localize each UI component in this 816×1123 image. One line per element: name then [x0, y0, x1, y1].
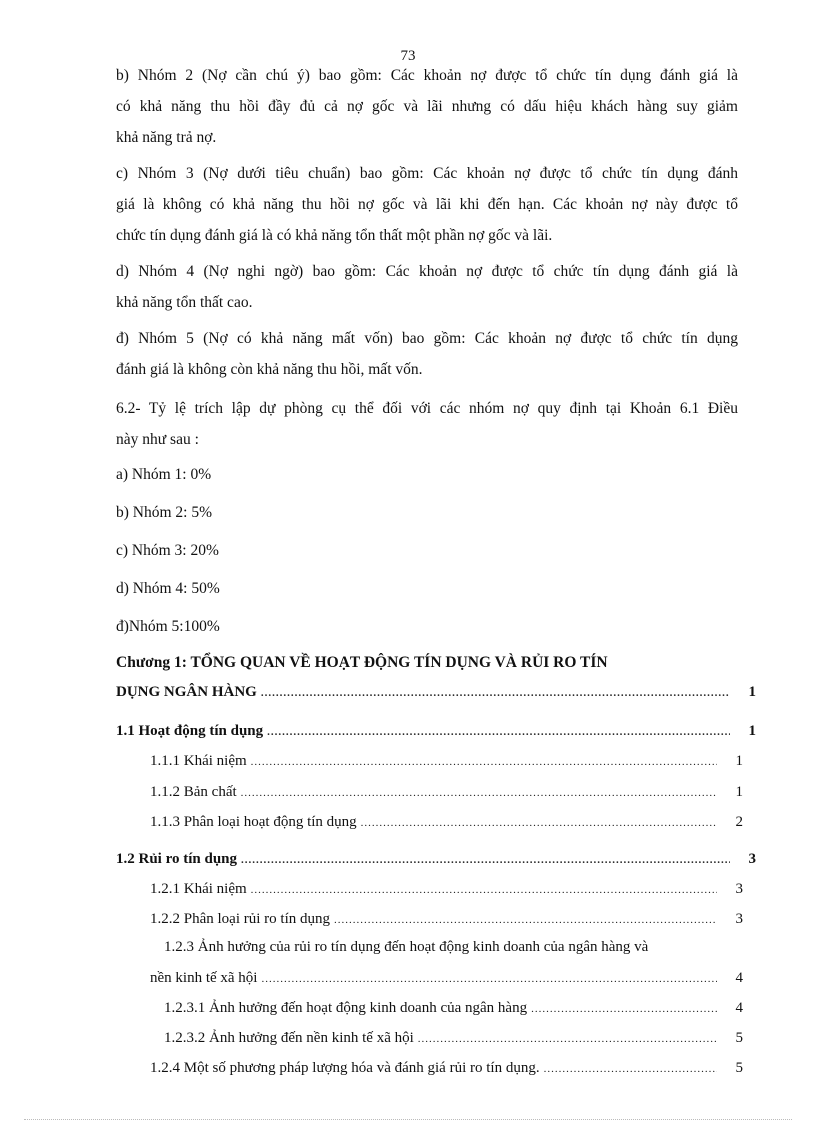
toc-entry[interactable] — [150, 1060, 743, 1077]
toc-entry[interactable] — [150, 814, 743, 831]
paragraph-group-4 — [116, 256, 738, 318]
toc-entry-text: 1.2.4 Một số phương pháp lượng hóa và đánh giá rủi ro tín dụng. — [150, 1060, 540, 1076]
toc-entry-text: 1.2 Rủi ro tín dụng — [116, 851, 238, 867]
text-line: chức tín dụng đánh giá là có khả năng tổn thất một phần nợ gốc và lãi. — [116, 227, 553, 244]
toc-entry-text: 1.1.2 Bản chất — [150, 784, 237, 800]
toc-chapter-title: Chương 1: TỔNG QUAN VỀ HOẠT ĐỘNG TÍN DỤNG VÀ RỦI RO TÍN — [116, 654, 608, 671]
toc-entry[interactable] — [150, 753, 743, 770]
text-line: 6.2- Tỷ lệ trích lập dự phòng cụ thể đối với các nhóm nợ quy định tại Khoản 6.1 Điều — [116, 400, 738, 417]
toc-page: 3 — [735, 881, 743, 897]
toc-entry-text: 1.1.3 Phân loại hoạt động tín dụng — [150, 814, 357, 830]
toc-page: 3 — [748, 851, 756, 867]
text-line: c) Nhóm 3 (Nợ dưới tiêu chuẩn) bao gồm: Các khoản nợ được tổ chức tín dụng đánh — [116, 165, 738, 182]
text-line: giá là không có khả năng thu hồi nợ gốc và lãi khi đến hạn. Các khoản nợ này được tổ — [116, 196, 738, 213]
toc-page: 3 — [735, 911, 743, 927]
toc-leader — [531, 1003, 717, 1015]
rate-group-2: b) Nhóm 2: 5% — [116, 504, 213, 521]
toc-entry[interactable] — [164, 1030, 743, 1047]
toc-entry[interactable] — [150, 784, 743, 801]
toc-leader — [241, 787, 717, 799]
text-line: đ) Nhóm 5 (Nợ có khả năng mất vốn) bao gồm: Các khoản nợ được tổ chức tín dụng — [116, 330, 738, 347]
toc-leader — [418, 1033, 717, 1045]
text-line: b) Nhóm 2 (Nợ cần chú ý) bao gồm: Các khoản nợ được tổ chức tín dụng đánh giá là — [116, 67, 738, 84]
toc-entry-text: nền kinh tế xã hội — [150, 970, 258, 986]
toc-page: 5 — [735, 1060, 743, 1076]
toc-page: 4 — [735, 1000, 743, 1016]
rate-group-5: đ)Nhóm 5:100% — [116, 618, 220, 635]
toc-page: 1 — [748, 684, 756, 700]
page-number: 73 — [400, 48, 416, 64]
page-bottom-divider — [24, 1119, 792, 1120]
toc-leader — [361, 817, 717, 829]
toc-leader — [544, 1063, 717, 1075]
toc-entry[interactable] — [150, 970, 743, 987]
toc-page: 1 — [735, 753, 743, 769]
toc-leader — [267, 726, 730, 738]
toc-leader — [251, 756, 717, 768]
rate-group-3: c) Nhóm 3: 20% — [116, 542, 219, 559]
toc-entry-text: DỤNG NGÂN HÀNG — [116, 684, 257, 700]
toc-entry-text: 1.1 Hoạt động tín dụng — [116, 723, 264, 739]
toc-chapter-entry[interactable] — [116, 684, 756, 701]
toc-page: 2 — [735, 814, 743, 830]
text-line: đánh giá là không còn khả năng thu hồi, mất vốn. — [116, 361, 423, 378]
toc-entry[interactable] — [116, 723, 756, 740]
toc-entry-text: 1.2.2 Phân loại rủi ro tín dụng — [150, 911, 330, 927]
toc-page: 4 — [735, 970, 743, 986]
text-line: này như sau : — [116, 431, 199, 448]
rate-group-1: a) Nhóm 1: 0% — [116, 466, 212, 483]
text-line: khả năng tổn thất cao. — [116, 294, 253, 311]
toc-leader — [241, 854, 730, 866]
paragraph-group-5 — [116, 323, 738, 385]
toc-entry-text: 1.2.3.2 Ảnh hưởng đến nền kinh tế xã hội — [164, 1030, 414, 1046]
toc-entry-text: 1.2.1 Khái niệm — [150, 881, 247, 897]
toc-page: 5 — [735, 1030, 743, 1046]
toc-entry-text: 1.2.3.1 Ảnh hưởng đến hoạt động kinh doanh của ngân hàng — [164, 1000, 528, 1016]
paragraph-group-3 — [116, 158, 738, 251]
toc-entry-text: 1.1.1 Khái niệm — [150, 753, 247, 769]
toc-entry-text[interactable]: 1.2.3 Ảnh hưởng của rủi ro tín dụng đến hoạt động kinh doanh của ngân hàng và — [164, 939, 649, 955]
toc-page: 1 — [735, 784, 743, 800]
toc-entry[interactable] — [150, 911, 743, 928]
toc-page: 1 — [748, 723, 756, 739]
toc-entry[interactable] — [150, 881, 743, 898]
paragraph-group-2 — [116, 60, 738, 153]
text-line: khả năng trả nợ. — [116, 129, 217, 146]
toc-leader — [261, 973, 717, 985]
toc-leader — [334, 914, 717, 926]
toc-leader — [251, 884, 717, 896]
text-line: có khả năng thu hồi đầy đủ cả nợ gốc và lãi nhưng có dấu hiệu khách hàng suy giảm — [116, 98, 738, 115]
provision-rate-intro — [116, 393, 738, 455]
toc-entry[interactable] — [116, 851, 756, 868]
text-line: d) Nhóm 4 (Nợ nghi ngờ) bao gồm: Các khoản nợ được tổ chức tín dụng đánh giá là — [116, 263, 738, 280]
rate-group-4: d) Nhóm 4: 50% — [116, 580, 220, 597]
toc-entry[interactable] — [164, 1000, 743, 1017]
toc-leader — [261, 687, 730, 699]
